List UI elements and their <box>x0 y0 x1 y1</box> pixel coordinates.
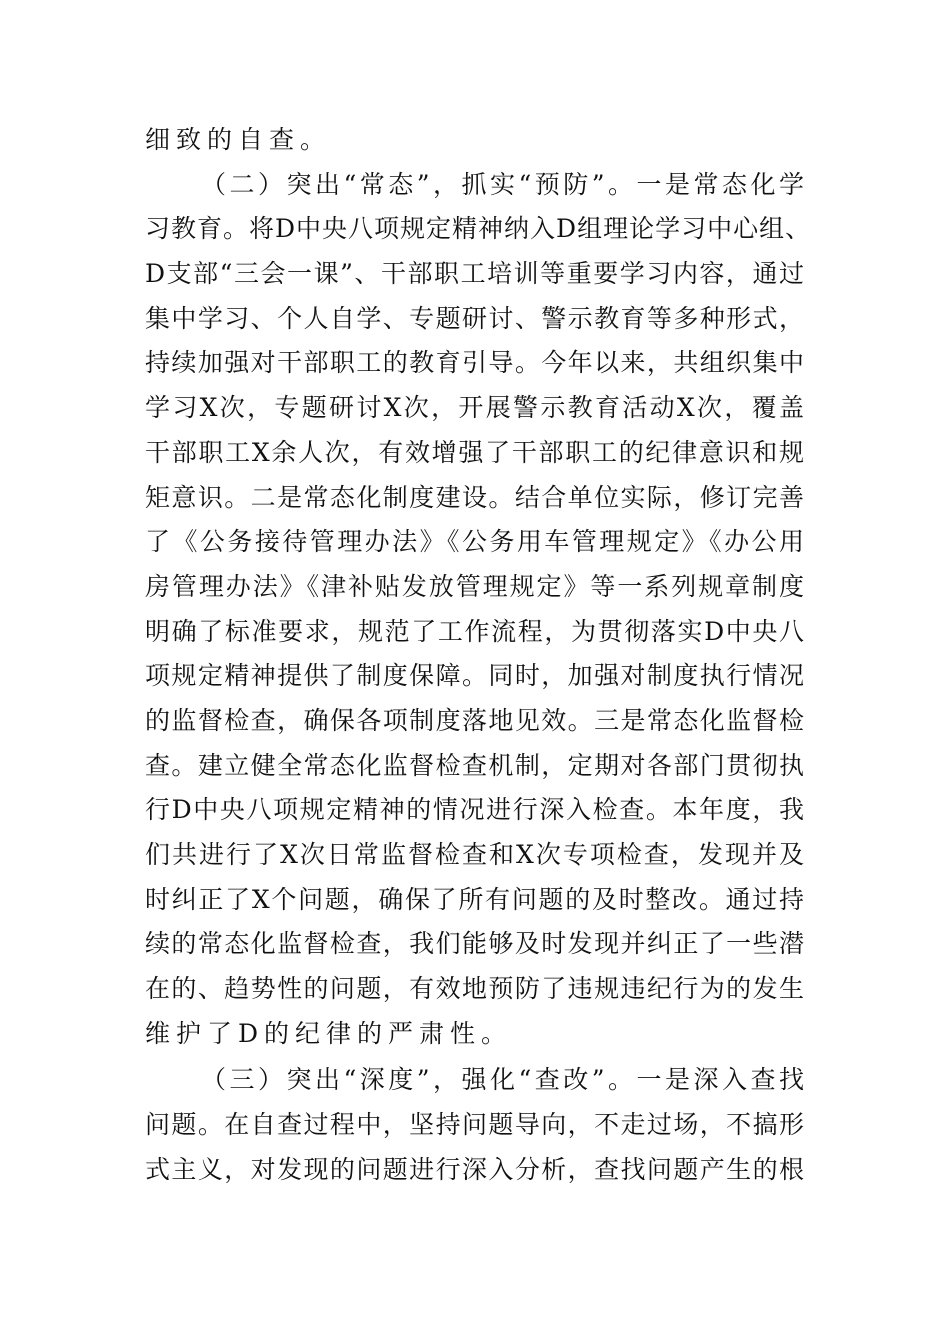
text-line: 问题。在自查过程中，坚持问题导向，不走过场，不搞形 <box>145 1110 805 1140</box>
text-line: 学习X次，专题研讨X次，开展警示教育活动X次，覆盖 <box>145 393 805 423</box>
text-line: 查。建立健全常态化监督检查机制，定期对各部门贯彻执 <box>145 750 805 780</box>
text-line: 行D中央八项规定精神的情况进行深入检查。本年度，我 <box>145 795 805 825</box>
text-line: 习教育。将D中央八项规定精神纳入D组理论学习中心组、 <box>145 214 812 244</box>
text-line: 时纠正了X个问题，确保了所有问题的及时整改。通过持 <box>145 884 805 914</box>
text-line: 在的、趋势性的问题，有效地预防了违规违纪行为的发生 <box>145 974 805 1004</box>
document-page <box>145 118 812 1193</box>
text-line: 细致的自查。 <box>145 125 332 154</box>
text-line: 集中学习、个人自学、专题研讨、警示教育等多种形式， <box>145 303 805 333</box>
text-line: 房管理办法》《津补贴发放管理规定》等一系列规章制度 <box>145 571 805 601</box>
text-line: 干部职工X余人次，有效增强了干部职工的纪律意识和规 <box>145 437 805 467</box>
text-line: 项规定精神提供了制度保障。同时，加强对制度执行情况 <box>145 661 805 691</box>
text-line: D支部“三会一课”、干部职工培训等重要学习内容，通过 <box>145 259 805 289</box>
text-line: 的监督检查，确保各项制度落地见效。三是常态化监督检 <box>145 705 805 735</box>
text-line: 矩意识。二是常态化制度建设。结合单位实际，修订完善 <box>145 482 805 512</box>
text-line: 续的常态化监督检查，我们能够及时发现并纠正了一些潜 <box>145 929 805 959</box>
text-line: 了《公务接待管理办法》《公务用车管理规定》《办公用 <box>145 527 805 557</box>
text-line: 式主义，对发现的问题进行深入分析，查找问题产生的根 <box>145 1154 805 1184</box>
text-line: 维护了D的纪律的严肃性。 <box>145 1018 513 1048</box>
paragraph-heading-2: （二）突出“常态”，抓实“预防”。一是常态化学 <box>201 169 805 199</box>
text-line: 明确了标准要求，规范了工作流程，为贯彻落实D中央八 <box>145 616 805 646</box>
paragraph-heading-3: （三）突出“深度”，强化“查改”。一是深入查找 <box>201 1065 805 1095</box>
text-line: 们共进行了X次日常监督检查和X次专项检查，发现并及 <box>145 840 805 869</box>
text-line: 持续加强对干部职工的教育引导。今年以来，共组织集中 <box>145 348 805 378</box>
